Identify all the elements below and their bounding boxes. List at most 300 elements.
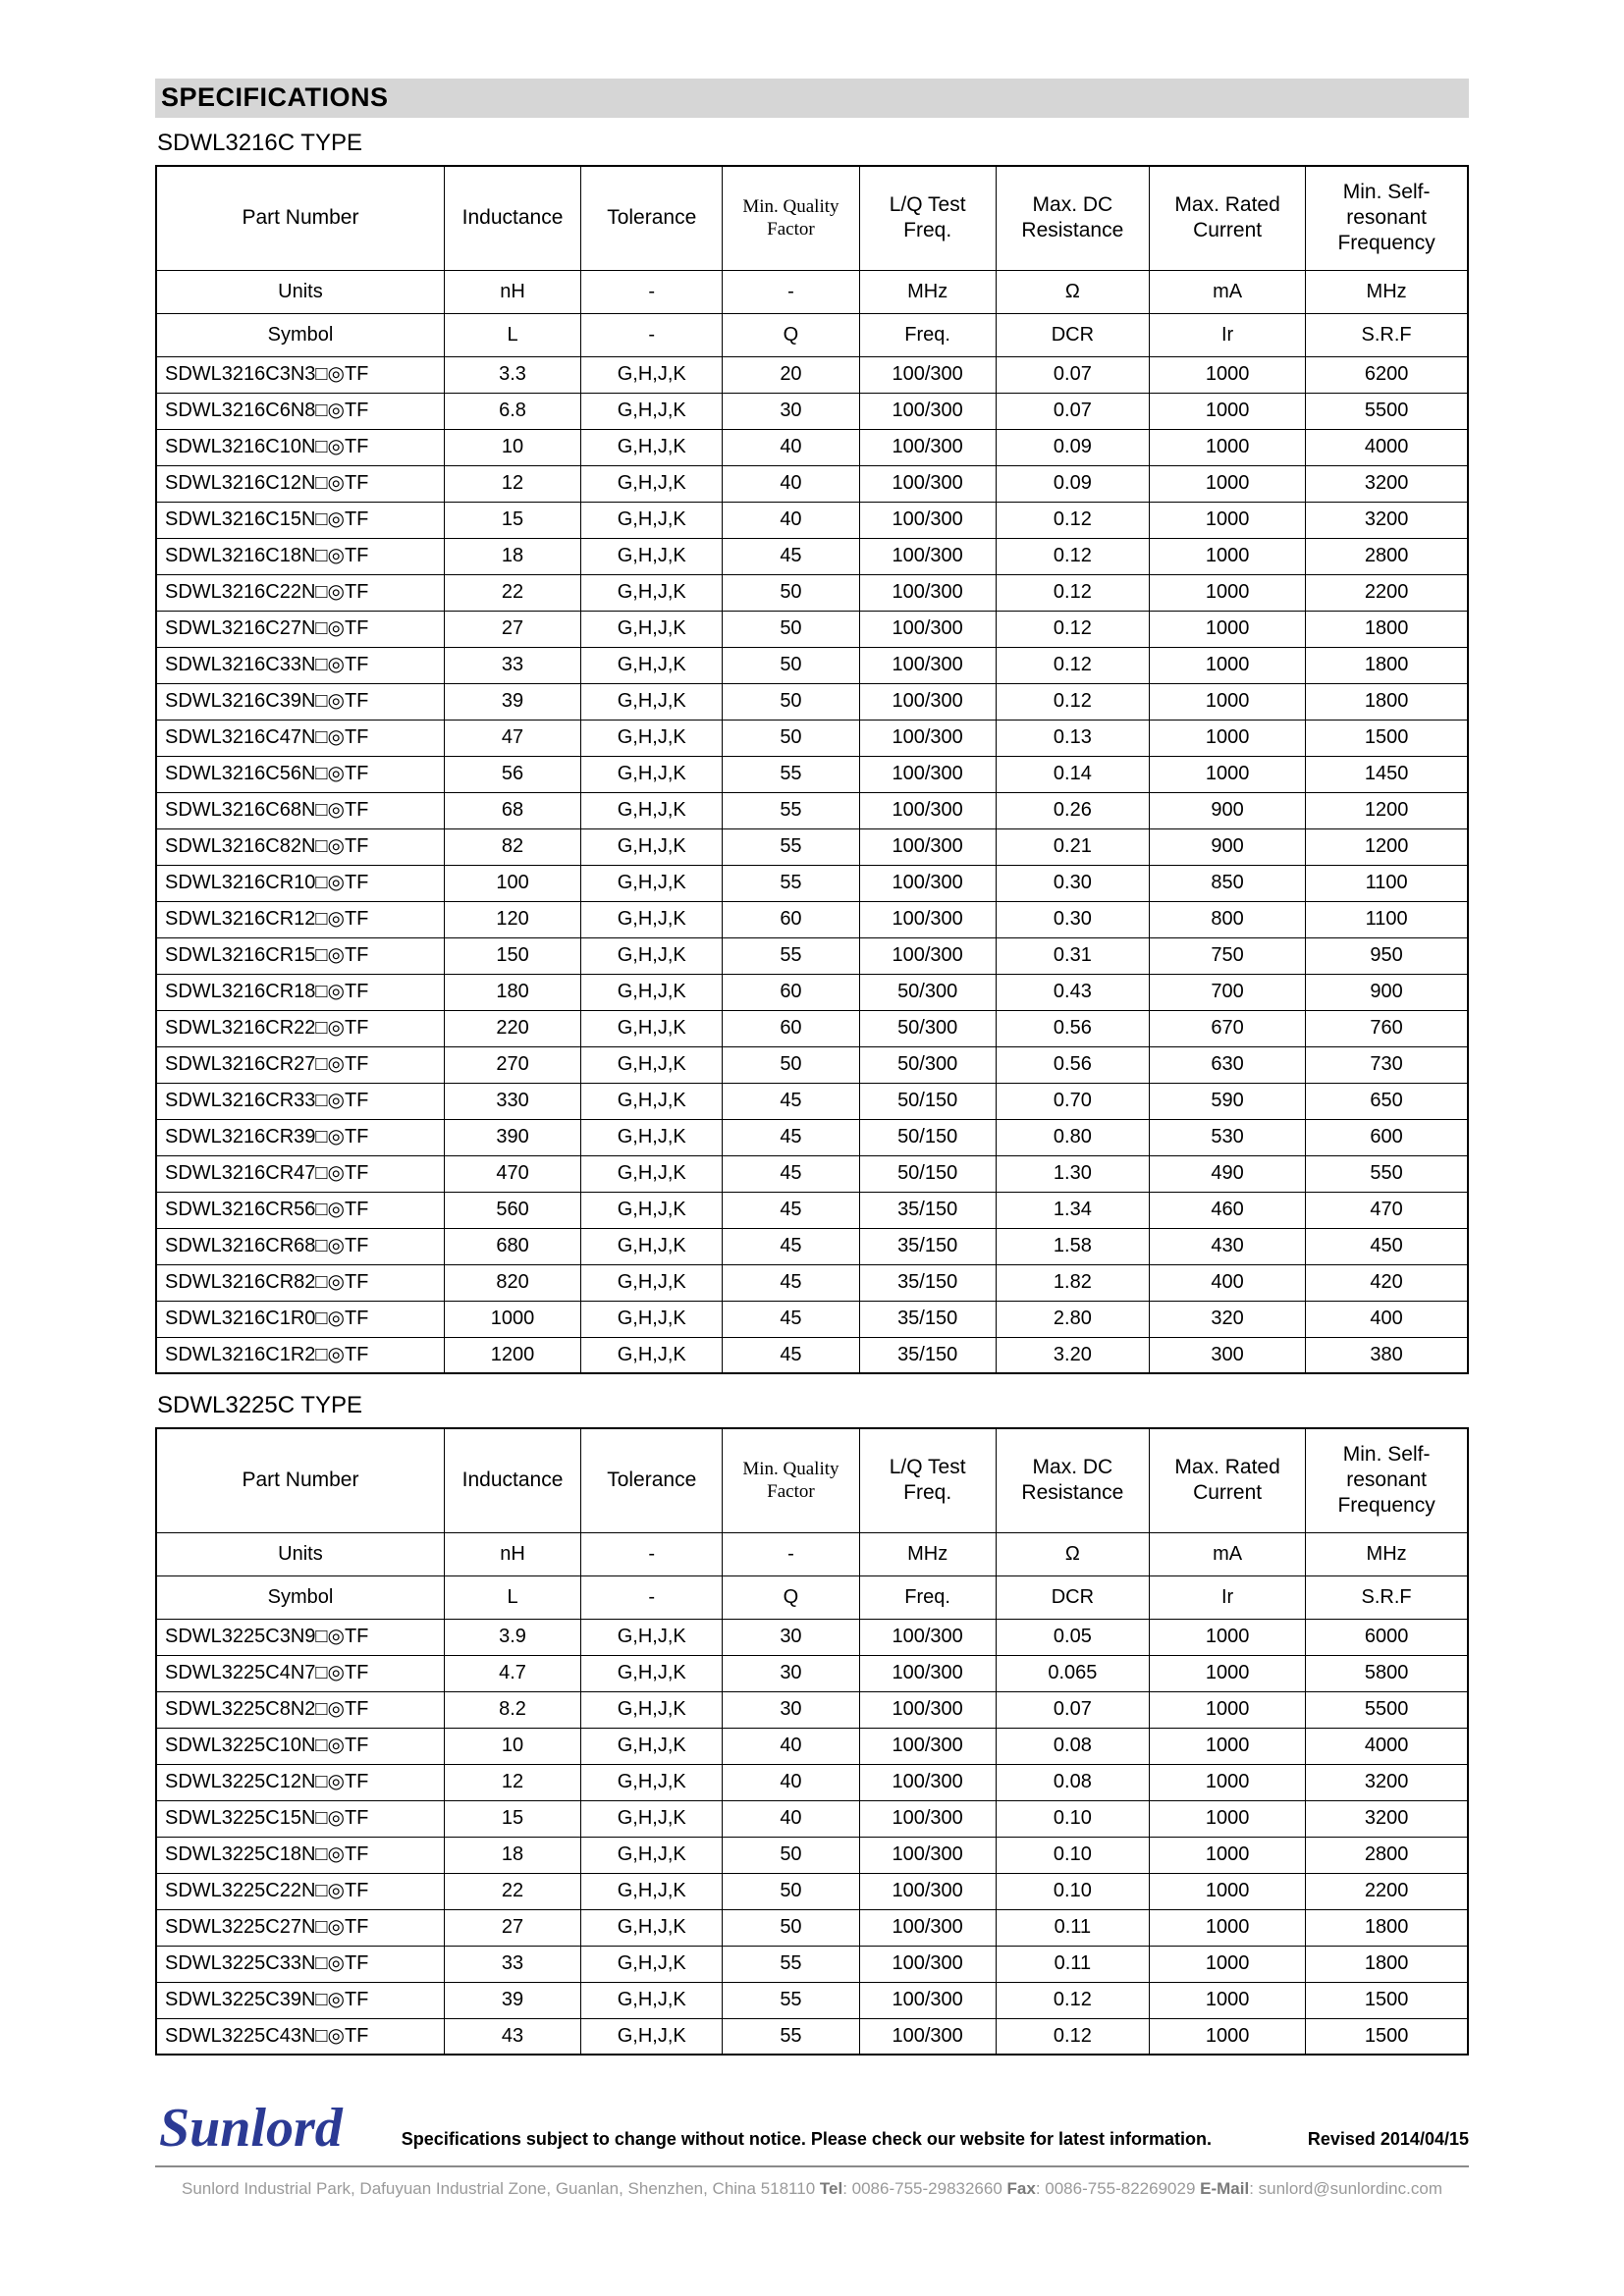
- part-number-cell: SDWL3216C82N□◎TF: [156, 828, 444, 865]
- table-row: [156, 1192, 1468, 1228]
- value-cell: 100/300: [859, 1982, 996, 2018]
- value-cell: 0.10: [996, 1873, 1149, 1909]
- table-row: [156, 1655, 1468, 1691]
- value-cell: G,H,J,K: [581, 974, 723, 1010]
- value-cell: G,H,J,K: [581, 756, 723, 792]
- value-cell: G,H,J,K: [581, 1046, 723, 1083]
- tel-number: : 0086-755-29832660: [842, 2179, 1007, 2198]
- value-cell: G,H,J,K: [581, 538, 723, 574]
- value-cell: G,H,J,K: [581, 901, 723, 937]
- value-cell: G,H,J,K: [581, 393, 723, 429]
- value-cell: 0.30: [996, 901, 1149, 937]
- value-cell: 68: [444, 792, 580, 828]
- value-cell: 0.07: [996, 1691, 1149, 1728]
- value-cell: 1450: [1306, 756, 1468, 792]
- part-number-cell: SDWL3216CR47□◎TF: [156, 1155, 444, 1192]
- table-row: [156, 756, 1468, 792]
- value-cell: 100/300: [859, 1909, 996, 1946]
- column-header-lq-test-freq: L/Q Test Freq.: [859, 1428, 996, 1532]
- value-cell: 6200: [1306, 356, 1468, 393]
- value-cell: 56: [444, 756, 580, 792]
- footer-divider: [155, 2165, 1469, 2167]
- type-title-sdwl3216c: SDWL3216C TYPE: [157, 130, 362, 156]
- symbol-cell: DCR: [996, 1575, 1149, 1619]
- value-cell: G,H,J,K: [581, 828, 723, 865]
- value-cell: 0.14: [996, 756, 1149, 792]
- symbol-cell: S.R.F: [1306, 1575, 1468, 1619]
- value-cell: 82: [444, 828, 580, 865]
- value-cell: 50: [723, 1909, 859, 1946]
- value-cell: 4.7: [444, 1655, 580, 1691]
- value-cell: G,H,J,K: [581, 574, 723, 611]
- value-cell: 700: [1149, 974, 1305, 1010]
- value-cell: G,H,J,K: [581, 611, 723, 647]
- value-cell: 100/300: [859, 1619, 996, 1655]
- value-cell: 5800: [1306, 1655, 1468, 1691]
- value-cell: 630: [1149, 1046, 1305, 1083]
- value-cell: 730: [1306, 1046, 1468, 1083]
- part-number-cell: SDWL3216C56N□◎TF: [156, 756, 444, 792]
- value-cell: 100/300: [859, 720, 996, 756]
- value-cell: 100/300: [859, 865, 996, 901]
- symbol-cell: DCR: [996, 313, 1149, 356]
- value-cell: G,H,J,K: [581, 1010, 723, 1046]
- value-cell: 1200: [1306, 792, 1468, 828]
- column-header-max-dc-resistance: Max. DC Resistance: [996, 166, 1149, 270]
- value-cell: 0.12: [996, 574, 1149, 611]
- value-cell: 590: [1149, 1083, 1305, 1119]
- value-cell: 35/150: [859, 1301, 996, 1337]
- value-cell: 55: [723, 828, 859, 865]
- value-cell: 22: [444, 1873, 580, 1909]
- value-cell: 1000: [1149, 1837, 1305, 1873]
- value-cell: G,H,J,K: [581, 1837, 723, 1873]
- spec-table-sdwl3216c: [155, 165, 1469, 1374]
- value-cell: G,H,J,K: [581, 1192, 723, 1228]
- page-title: SPECIFICATIONS: [161, 82, 389, 112]
- value-cell: 100/300: [859, 756, 996, 792]
- unit-cell: MHz: [1306, 1532, 1468, 1575]
- value-cell: 35/150: [859, 1264, 996, 1301]
- email-label: E-Mail: [1200, 2179, 1250, 2198]
- page-footer: [155, 2098, 1469, 2199]
- table-row: [156, 1728, 1468, 1764]
- part-number-cell: SDWL3225C33N□◎TF: [156, 1946, 444, 1982]
- tel-label: Tel: [819, 2179, 843, 2198]
- value-cell: 4000: [1306, 429, 1468, 465]
- value-cell: 560: [444, 1192, 580, 1228]
- units-row: [156, 1532, 1468, 1575]
- value-cell: 55: [723, 1982, 859, 2018]
- value-cell: 0.12: [996, 1982, 1149, 2018]
- column-header-tolerance: Tolerance: [581, 1428, 723, 1532]
- part-number-cell: SDWL3216CR68□◎TF: [156, 1228, 444, 1264]
- value-cell: G,H,J,K: [581, 792, 723, 828]
- value-cell: 0.07: [996, 393, 1149, 429]
- value-cell: 100/300: [859, 1691, 996, 1728]
- value-cell: 50/300: [859, 1010, 996, 1046]
- value-cell: 680: [444, 1228, 580, 1264]
- change-notice: Specifications subject to change without notice. Please check our website for latest information.: [401, 2129, 1212, 2149]
- symbol-cell: Q: [723, 313, 859, 356]
- symbol-cell: -: [581, 1575, 723, 1619]
- value-cell: 0.56: [996, 1046, 1149, 1083]
- value-cell: 600: [1306, 1119, 1468, 1155]
- value-cell: 0.12: [996, 683, 1149, 720]
- value-cell: 100/300: [859, 1728, 996, 1764]
- value-cell: 1200: [444, 1337, 580, 1373]
- value-cell: 950: [1306, 937, 1468, 974]
- value-cell: 45: [723, 1192, 859, 1228]
- value-cell: 420: [1306, 1264, 1468, 1301]
- value-cell: 1000: [1149, 647, 1305, 683]
- column-header-inductance: Inductance: [444, 166, 580, 270]
- value-cell: 45: [723, 1301, 859, 1337]
- column-header-tolerance: Tolerance: [581, 166, 723, 270]
- symbol-row: [156, 1575, 1468, 1619]
- value-cell: 1000: [1149, 393, 1305, 429]
- value-cell: G,H,J,K: [581, 1337, 723, 1373]
- value-cell: 40: [723, 1800, 859, 1837]
- value-cell: G,H,J,K: [581, 1264, 723, 1301]
- value-cell: 1100: [1306, 865, 1468, 901]
- value-cell: 1500: [1306, 2018, 1468, 2055]
- value-cell: 3200: [1306, 1800, 1468, 1837]
- value-cell: 40: [723, 1764, 859, 1800]
- value-cell: 100/300: [859, 502, 996, 538]
- value-cell: 490: [1149, 1155, 1305, 1192]
- value-cell: 1000: [1149, 1800, 1305, 1837]
- value-cell: G,H,J,K: [581, 1228, 723, 1264]
- value-cell: G,H,J,K: [581, 1982, 723, 2018]
- table-row: [156, 465, 1468, 502]
- table-row: [156, 2018, 1468, 2055]
- revision-date: Revised 2014/04/15: [1307, 2129, 1469, 2149]
- symbol-cell: L: [444, 1575, 580, 1619]
- value-cell: G,H,J,K: [581, 2018, 723, 2055]
- value-cell: 450: [1306, 1228, 1468, 1264]
- value-cell: 30: [723, 1691, 859, 1728]
- value-cell: 35/150: [859, 1228, 996, 1264]
- value-cell: G,H,J,K: [581, 356, 723, 393]
- value-cell: 5500: [1306, 1691, 1468, 1728]
- value-cell: 50: [723, 1873, 859, 1909]
- value-cell: 1200: [1306, 828, 1468, 865]
- value-cell: 45: [723, 1337, 859, 1373]
- column-header-row: [156, 1428, 1468, 1532]
- value-cell: G,H,J,K: [581, 720, 723, 756]
- value-cell: 0.11: [996, 1946, 1149, 1982]
- value-cell: 22: [444, 574, 580, 611]
- part-number-cell: SDWL3216C47N□◎TF: [156, 720, 444, 756]
- address-text: Sunlord Industrial Park, Dafuyuan Industrial Zone, Guanlan, Shenzhen, China 518110: [182, 2179, 820, 2198]
- part-number-cell: SDWL3216C22N□◎TF: [156, 574, 444, 611]
- part-number-cell: SDWL3216C68N□◎TF: [156, 792, 444, 828]
- value-cell: 150: [444, 937, 580, 974]
- value-cell: 6000: [1306, 1619, 1468, 1655]
- value-cell: 1800: [1306, 611, 1468, 647]
- value-cell: G,H,J,K: [581, 429, 723, 465]
- symbol-cell: -: [581, 313, 723, 356]
- value-cell: 380: [1306, 1337, 1468, 1373]
- value-cell: 100/300: [859, 683, 996, 720]
- value-cell: 0.31: [996, 937, 1149, 974]
- value-cell: 220: [444, 1010, 580, 1046]
- value-cell: 1000: [444, 1301, 580, 1337]
- value-cell: 40: [723, 465, 859, 502]
- value-cell: 100/300: [859, 611, 996, 647]
- value-cell: 55: [723, 1946, 859, 1982]
- email-address: : sunlord@sunlordinc.com: [1249, 2179, 1442, 2198]
- value-cell: 30: [723, 393, 859, 429]
- part-number-cell: SDWL3216C1R2□◎TF: [156, 1337, 444, 1373]
- value-cell: 100/300: [859, 538, 996, 574]
- table-row: [156, 1982, 1468, 2018]
- column-header-min-srf: Min. Self-resonant Frequency: [1306, 166, 1468, 270]
- value-cell: 39: [444, 1982, 580, 2018]
- value-cell: 27: [444, 611, 580, 647]
- value-cell: 300: [1149, 1337, 1305, 1373]
- value-cell: 900: [1306, 974, 1468, 1010]
- value-cell: G,H,J,K: [581, 1155, 723, 1192]
- value-cell: G,H,J,K: [581, 502, 723, 538]
- value-cell: 120: [444, 901, 580, 937]
- value-cell: G,H,J,K: [581, 1764, 723, 1800]
- value-cell: 45: [723, 1155, 859, 1192]
- value-cell: 1800: [1306, 1946, 1468, 1982]
- value-cell: 800: [1149, 901, 1305, 937]
- value-cell: 0.12: [996, 2018, 1149, 2055]
- value-cell: 0.26: [996, 792, 1149, 828]
- value-cell: G,H,J,K: [581, 1728, 723, 1764]
- value-cell: 1000: [1149, 356, 1305, 393]
- value-cell: 100/300: [859, 792, 996, 828]
- value-cell: 0.05: [996, 1619, 1149, 1655]
- value-cell: 0.10: [996, 1800, 1149, 1837]
- symbol-cell: Q: [723, 1575, 859, 1619]
- table-row: [156, 429, 1468, 465]
- part-number-cell: SDWL3225C27N□◎TF: [156, 1909, 444, 1946]
- part-number-cell: SDWL3216C39N□◎TF: [156, 683, 444, 720]
- value-cell: 330: [444, 1083, 580, 1119]
- table-row: [156, 865, 1468, 901]
- unit-cell: -: [723, 1532, 859, 1575]
- value-cell: 40: [723, 1728, 859, 1764]
- value-cell: 55: [723, 2018, 859, 2055]
- value-cell: G,H,J,K: [581, 1119, 723, 1155]
- value-cell: 100/300: [859, 393, 996, 429]
- value-cell: 1000: [1149, 502, 1305, 538]
- value-cell: 100/300: [859, 1764, 996, 1800]
- part-number-cell: SDWL3216C6N8□◎TF: [156, 393, 444, 429]
- value-cell: 1500: [1306, 720, 1468, 756]
- value-cell: 1800: [1306, 647, 1468, 683]
- value-cell: 12: [444, 1764, 580, 1800]
- value-cell: 0.56: [996, 1010, 1149, 1046]
- value-cell: 3.9: [444, 1619, 580, 1655]
- value-cell: 850: [1149, 865, 1305, 901]
- value-cell: 50: [723, 611, 859, 647]
- value-cell: 1000: [1149, 538, 1305, 574]
- unit-cell: Ω: [996, 1532, 1149, 1575]
- table-row: [156, 1010, 1468, 1046]
- value-cell: 10: [444, 1728, 580, 1764]
- value-cell: 1000: [1149, 1873, 1305, 1909]
- table-row: [156, 828, 1468, 865]
- value-cell: 50/300: [859, 974, 996, 1010]
- value-cell: 50/150: [859, 1083, 996, 1119]
- value-cell: 60: [723, 1010, 859, 1046]
- value-cell: G,H,J,K: [581, 1873, 723, 1909]
- value-cell: 1000: [1149, 1909, 1305, 1946]
- table-row: [156, 393, 1468, 429]
- table-row: [156, 1691, 1468, 1728]
- value-cell: G,H,J,K: [581, 937, 723, 974]
- value-cell: 1000: [1149, 1728, 1305, 1764]
- value-cell: 100: [444, 865, 580, 901]
- value-cell: 0.70: [996, 1083, 1149, 1119]
- value-cell: 100/300: [859, 901, 996, 937]
- part-number-cell: SDWL3216CR33□◎TF: [156, 1083, 444, 1119]
- table-row: [156, 1837, 1468, 1873]
- value-cell: 60: [723, 974, 859, 1010]
- value-cell: 27: [444, 1909, 580, 1946]
- value-cell: 0.13: [996, 720, 1149, 756]
- unit-cell: MHz: [859, 270, 996, 313]
- value-cell: 0.80: [996, 1119, 1149, 1155]
- value-cell: 100/300: [859, 937, 996, 974]
- table-row: [156, 1337, 1468, 1373]
- symbol-cell: Ir: [1149, 313, 1305, 356]
- table-row: [156, 1764, 1468, 1800]
- value-cell: 100/300: [859, 1946, 996, 1982]
- value-cell: 1000: [1149, 1691, 1305, 1728]
- symbol-row: [156, 313, 1468, 356]
- value-cell: G,H,J,K: [581, 1301, 723, 1337]
- part-number-cell: SDWL3216CR10□◎TF: [156, 865, 444, 901]
- value-cell: 2.80: [996, 1301, 1149, 1337]
- value-cell: 8.2: [444, 1691, 580, 1728]
- table-row: [156, 1119, 1468, 1155]
- symbol-cell: Freq.: [859, 313, 996, 356]
- value-cell: 45: [723, 538, 859, 574]
- value-cell: 47: [444, 720, 580, 756]
- part-number-cell: SDWL3225C43N□◎TF: [156, 2018, 444, 2055]
- value-cell: 45: [723, 1119, 859, 1155]
- unit-cell: MHz: [859, 1532, 996, 1575]
- part-number-cell: SDWL3216C1R0□◎TF: [156, 1301, 444, 1337]
- unit-cell: mA: [1149, 1532, 1305, 1575]
- value-cell: 0.12: [996, 538, 1149, 574]
- part-number-cell: SDWL3216C27N□◎TF: [156, 611, 444, 647]
- value-cell: 0.11: [996, 1909, 1149, 1946]
- value-cell: G,H,J,K: [581, 465, 723, 502]
- value-cell: 1000: [1149, 1619, 1305, 1655]
- value-cell: 6.8: [444, 393, 580, 429]
- value-cell: 0.43: [996, 974, 1149, 1010]
- unit-cell: Ω: [996, 270, 1149, 313]
- unit-cell: mA: [1149, 270, 1305, 313]
- value-cell: 430: [1149, 1228, 1305, 1264]
- value-cell: 0.12: [996, 502, 1149, 538]
- value-cell: 900: [1149, 828, 1305, 865]
- value-cell: 0.12: [996, 611, 1149, 647]
- table-row: [156, 611, 1468, 647]
- value-cell: 39: [444, 683, 580, 720]
- unit-cell: -: [581, 270, 723, 313]
- value-cell: 270: [444, 1046, 580, 1083]
- value-cell: G,H,J,K: [581, 1619, 723, 1655]
- symbol-cell: S.R.F: [1306, 313, 1468, 356]
- value-cell: G,H,J,K: [581, 1946, 723, 1982]
- value-cell: 530: [1149, 1119, 1305, 1155]
- value-cell: 50/300: [859, 1046, 996, 1083]
- part-number-cell: SDWL3225C3N9□◎TF: [156, 1619, 444, 1655]
- table-row: [156, 720, 1468, 756]
- table-row: [156, 1800, 1468, 1837]
- value-cell: 470: [444, 1155, 580, 1192]
- value-cell: 35/150: [859, 1337, 996, 1373]
- value-cell: 400: [1306, 1301, 1468, 1337]
- value-cell: 0.08: [996, 1764, 1149, 1800]
- table-row: [156, 1619, 1468, 1655]
- column-header-max-rated-current: Max. Rated Current: [1149, 1428, 1305, 1532]
- value-cell: 2200: [1306, 1873, 1468, 1909]
- value-cell: 3200: [1306, 465, 1468, 502]
- value-cell: 400: [1149, 1264, 1305, 1301]
- table-row: [156, 502, 1468, 538]
- value-cell: 470: [1306, 1192, 1468, 1228]
- value-cell: 15: [444, 502, 580, 538]
- part-number-cell: SDWL3225C39N□◎TF: [156, 1982, 444, 2018]
- unit-cell: -: [581, 1532, 723, 1575]
- value-cell: 100/300: [859, 429, 996, 465]
- column-header-quality-factor: Min. Quality Factor: [723, 1428, 859, 1532]
- column-header-quality-factor: Min. Quality Factor: [723, 166, 859, 270]
- part-number-cell: SDWL3216C10N□◎TF: [156, 429, 444, 465]
- value-cell: 1000: [1149, 720, 1305, 756]
- table-row: [156, 937, 1468, 974]
- part-number-cell: SDWL3216CR18□◎TF: [156, 974, 444, 1010]
- value-cell: 320: [1149, 1301, 1305, 1337]
- units-row: [156, 270, 1468, 313]
- units-label: Units: [156, 1532, 444, 1575]
- value-cell: 180: [444, 974, 580, 1010]
- table-row: [156, 901, 1468, 937]
- value-cell: G,H,J,K: [581, 1655, 723, 1691]
- company-address: [155, 2179, 1469, 2199]
- value-cell: 1000: [1149, 611, 1305, 647]
- value-cell: 1000: [1149, 1982, 1305, 2018]
- table-row: [156, 1946, 1468, 1982]
- value-cell: 50: [723, 1837, 859, 1873]
- part-number-cell: SDWL3216C33N□◎TF: [156, 647, 444, 683]
- table-row: [156, 1264, 1468, 1301]
- value-cell: 1000: [1149, 2018, 1305, 2055]
- symbol-cell: L: [444, 313, 580, 356]
- part-number-cell: SDWL3216CR56□◎TF: [156, 1192, 444, 1228]
- value-cell: 0.09: [996, 465, 1149, 502]
- column-header-row: [156, 166, 1468, 270]
- value-cell: 550: [1306, 1155, 1468, 1192]
- table-row: [156, 1155, 1468, 1192]
- value-cell: 1000: [1149, 574, 1305, 611]
- value-cell: 33: [444, 647, 580, 683]
- value-cell: 760: [1306, 1010, 1468, 1046]
- value-cell: G,H,J,K: [581, 683, 723, 720]
- part-number-cell: SDWL3225C10N□◎TF: [156, 1728, 444, 1764]
- value-cell: 0.07: [996, 356, 1149, 393]
